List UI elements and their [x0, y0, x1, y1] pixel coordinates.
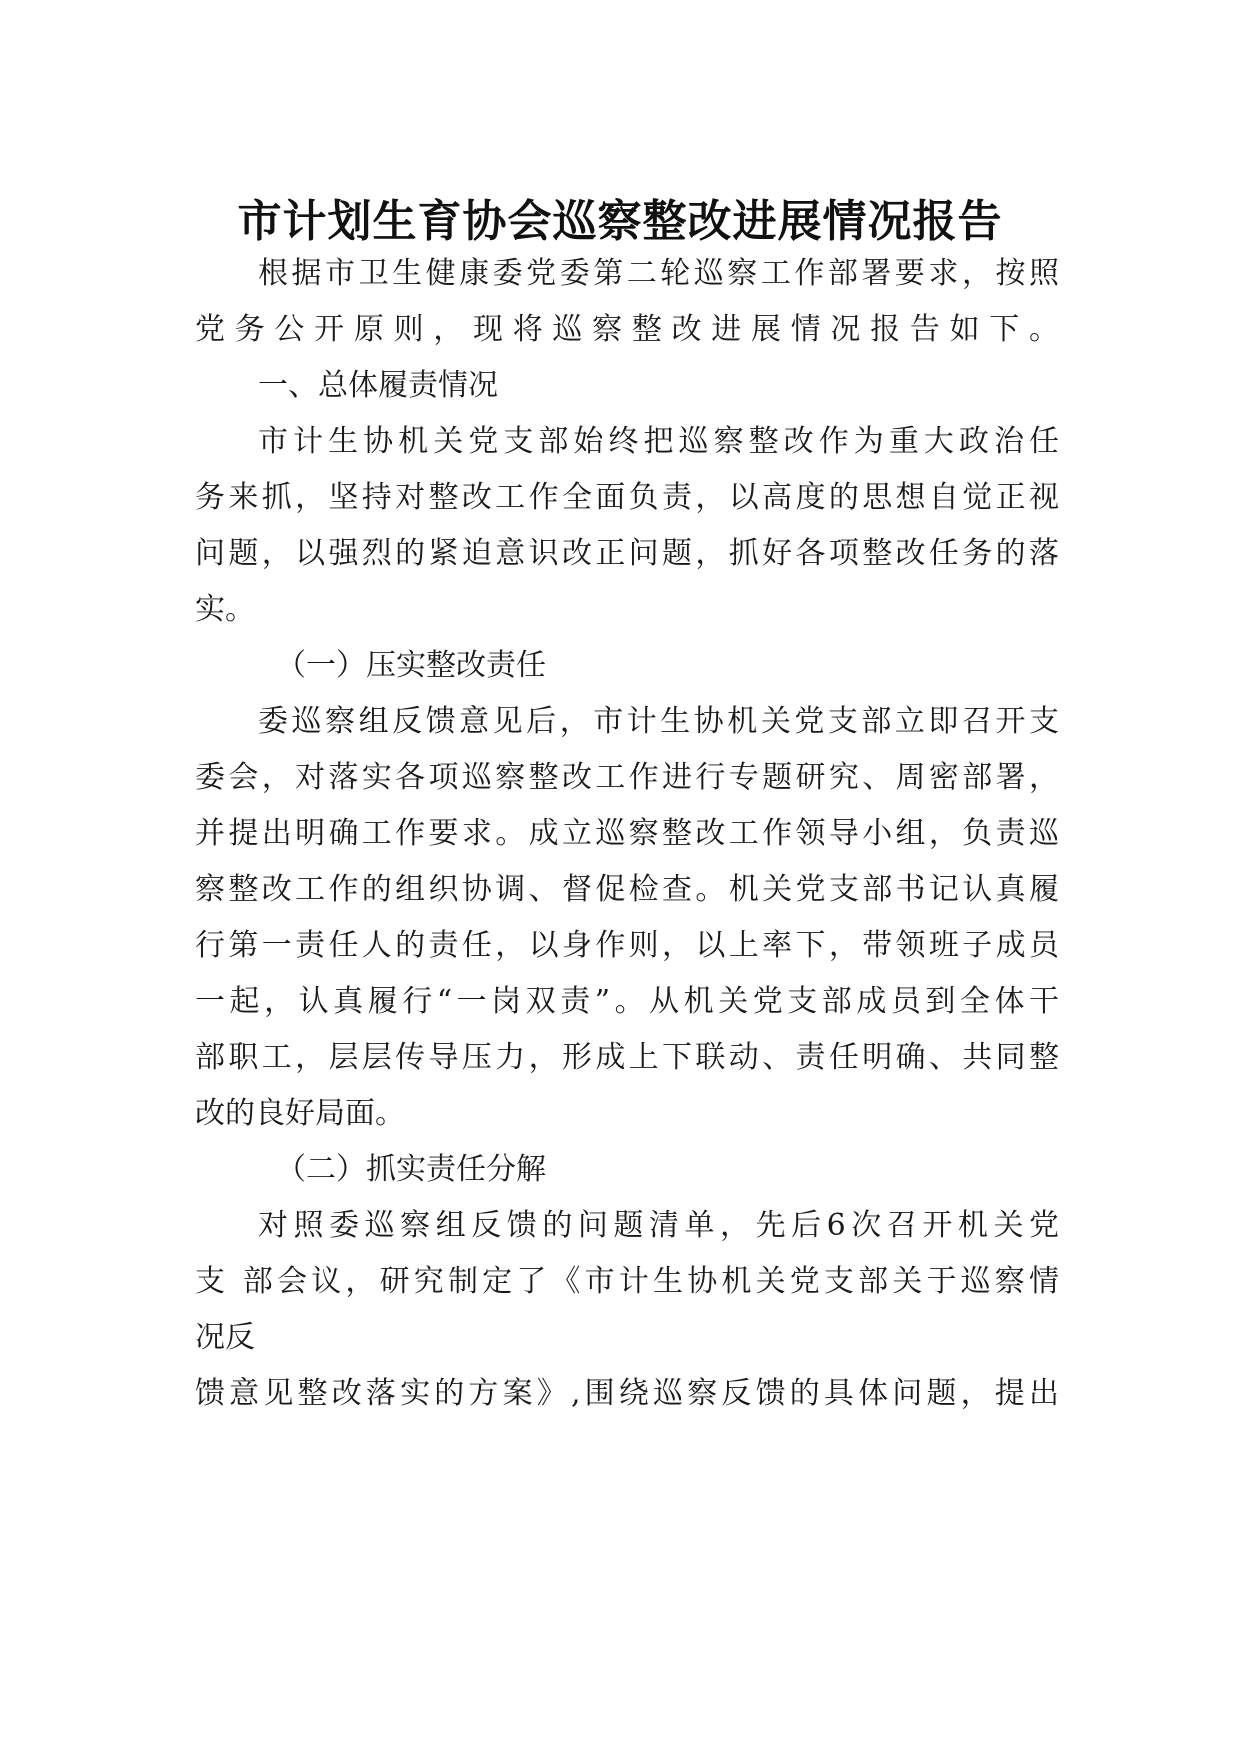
section-heading: 一、总体履责情况 [258, 368, 498, 403]
body-line: 党务公开原则，现将巡察整改进展情况报告如下。 [195, 312, 1059, 347]
body-line: 委巡察组反馈意见后，市计生协机关党支部立即召开支 [258, 704, 1059, 739]
body-line: 根据市卫生健康委党委第二轮巡察工作部署要求，按照 [258, 256, 1059, 291]
body-line: 务来抓，坚持对整改工作全面负责，以高度的思想自觉正视 [195, 480, 1059, 515]
body-line: 部职工，层层传导压力，形成上下联动、责任明确、共同整 [195, 1040, 1059, 1075]
body-line: 一起，认真履行“一岗双责”。从机关党支部成员到全体干 [195, 984, 1059, 1019]
document-title: 市计划生育协会巡察整改进展情况报告 [237, 196, 1003, 247]
body-line: 馈意见整改落实的方案》,围绕巡察反馈的具体问题，提出 [195, 1376, 1059, 1411]
body-line: 实。 [195, 592, 255, 627]
subsection-heading: （一）压实整改责任 [276, 648, 546, 683]
body-line: 委会，对落实各项巡察整改工作进行专题研究、周密部署， [195, 760, 1059, 795]
body-line: 察整改工作的组织协调、督促检查。机关党支部书记认真履 [195, 872, 1059, 907]
body-line: 改的良好局面。 [195, 1096, 405, 1131]
body-line: 况反 [195, 1320, 255, 1355]
body-line: 市计生协机关党支部始终把巡察整改作为重大政治任 [258, 424, 1059, 459]
body-line: 问题，以强烈的紧迫意识改正问题，抓好各项整改任务的落 [195, 536, 1059, 571]
body-line: 行第一责任人的责任，以身作则，以上率下，带领班子成员 [195, 928, 1059, 963]
body-line: 对照委巡察组反馈的问题清单，先后6次召开机关党 [258, 1208, 1059, 1243]
subsection-heading: （二）抓实责任分解 [276, 1152, 546, 1187]
body-line: 并提出明确工作要求。成立巡察整改工作领导小组，负责巡 [195, 816, 1059, 851]
body-line: 支 部会议，研究制定了《市计生协机关党支部关于巡察情 [195, 1264, 1059, 1299]
